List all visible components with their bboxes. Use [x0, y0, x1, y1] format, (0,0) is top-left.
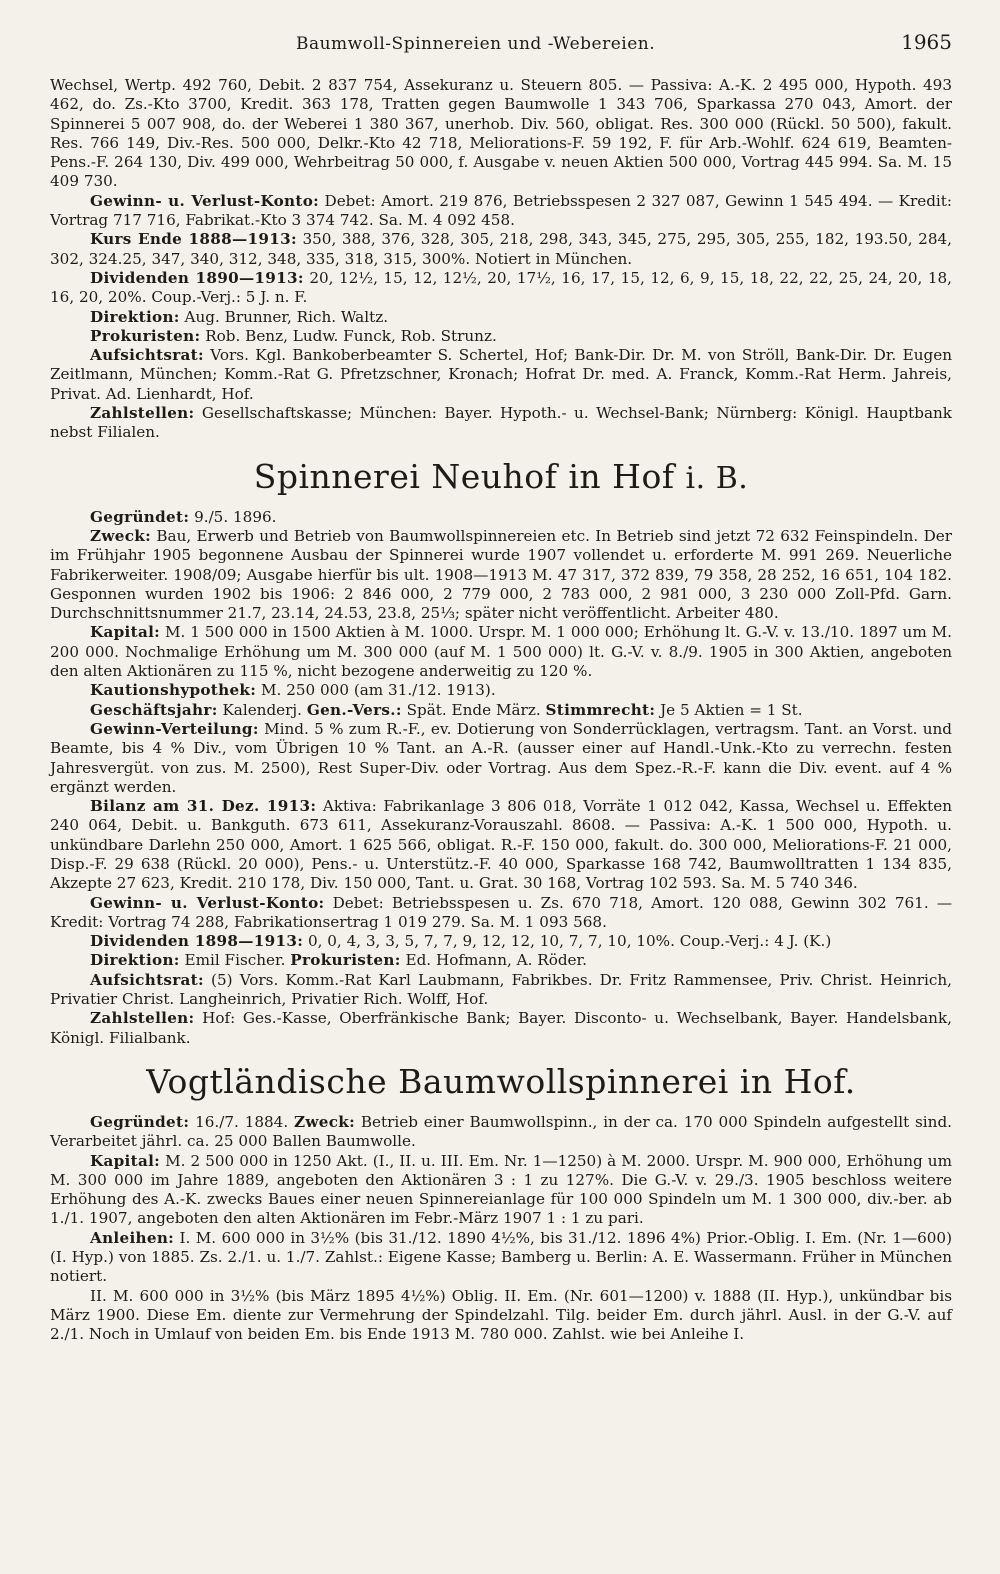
- company-title-main: Spinnerei Neuhof in Hof: [253, 456, 675, 496]
- profit-loss-heading: Gewinn- u. Verlust-Konto:: [90, 191, 320, 210]
- paying-agents-heading: Zahlstellen:: [90, 404, 195, 423]
- mortgage-heading: Kautionshypothek:: [90, 681, 257, 700]
- proxies-text: Rob. Benz, Ludw. Funck, Rob. Strunz.: [205, 326, 497, 345]
- bonds-paragraph: [50, 1229, 952, 1287]
- dividends-paragraph: [50, 932, 952, 951]
- company-title-neuhof: [50, 457, 952, 496]
- founded-paragraph: [50, 1113, 952, 1152]
- page-number: 1965: [901, 30, 952, 54]
- share-price-heading: Kurs Ende 1888—1913:: [90, 230, 297, 249]
- capital-heading: Kapital:: [90, 1151, 161, 1170]
- neuhof-entry: [50, 457, 952, 1048]
- directors-heading: Direktion:: [90, 307, 180, 326]
- capital-paragraph: [50, 1152, 952, 1229]
- founded-text: 9./5. 1896.: [194, 507, 277, 526]
- paying-agents-heading: Zahlstellen:: [90, 1009, 195, 1028]
- capital-text: M. 1 500 000 in 1500 Aktien à M. 1000. Urspr. M. 1 000 000; Erhöhung lt. G.-V. v. 13./10. 1897 um M. 200 000. Nochmalige Erhöhung um M. 300 000 (auf M. 1 500 000) lt. G.-V. v. 8./9. 1905 in 300 Aktien, angeboten den alten Aktionären zu 115 %, nicht bezogene anderweitig zu 120 %.: [50, 623, 953, 681]
- dividends-text: 20, 12½, 15, 12, 12½, 20, 17½, 16, 17, 15, 12, 6, 9, 15, 18, 22, 22, 25, 24, 20, 18, 16, 20, 20%. Coup.-Verj.: 5 J. n. F.: [50, 268, 952, 307]
- mortgage-paragraph: [50, 681, 952, 700]
- paying-agents-text: Gesellschaftskasse; München: Bayer. Hypoth.- u. Wechsel-Bank; Nürnberg: Königl. Hauptbank nebst Filialen.: [50, 404, 952, 442]
- paying-agents-paragraph: [50, 404, 952, 443]
- vogtland-entry: [50, 1062, 952, 1345]
- directors-text: Aug. Brunner, Rich. Waltz.: [184, 307, 389, 326]
- bonds-text: I. M. 600 000 in 3½% (bis 31./12. 1890 4½%, bis 31./12. 1896 4%) Prior.-Oblig. I. Em. (Nr. 1—600) (I. Hyp.) von 1885. Zs. 2./1. u. 1./7. Zahlst.: Eigene Kasse; Bamberg u. Berlin: A. E. Wassermann. Früher in München notiert.: [50, 1228, 953, 1286]
- founded-heading: Gegründet:: [90, 507, 190, 526]
- management-text: Emil Fischer.: [184, 951, 286, 970]
- fiscal-year-text: Kalenderj.: [222, 700, 302, 719]
- company-title-suffix: i. B.: [685, 460, 749, 496]
- profit-loss-paragraph: [50, 192, 952, 231]
- supervisory-board-text: (5) Vors. Komm.-Rat Karl Laubmann, Fabrikbes. Dr. Fritz Rammensee, Priv. Christ. Heinrich, Privatier Christ. Langheinrich, Privatier Rich. Wolff, Hof.: [50, 970, 952, 1009]
- supervisory-board-paragraph: [50, 346, 952, 404]
- supervisory-board-paragraph: [50, 971, 952, 1010]
- paying-agents-text: Hof: Ges.-Kasse, Oberfränkische Bank; Bayer. Disconto- u. Wechselbank, Bayer. Handelsbank, Königl. Filialbank.: [50, 1009, 952, 1047]
- purpose-text: Betrieb einer Baumwollspinn., in der ca. 170 000 Spindeln aufgestellt sind. Verarbeitet jährl. ca. 25 000 Ballen Baumwolle.: [50, 1112, 952, 1151]
- supervisory-board-heading: Aufsichtsrat:: [90, 970, 204, 989]
- supervisory-board-text: Vors. Kgl. Bankoberbeamter S. Schertel, Hof; Bank-Dir. Dr. M. von Ströll, Bank-Dir. Dr. Eugen Zeitlmann, München; Komm.-Rat G. Pfretzschner, Kronach; Hofrat Dr. med. A. Franck, Komm.-Rat Herm. Jahreis, Privat. Ad. Lienhardt, Hof.: [50, 346, 952, 403]
- bonds-second-paragraph: II. M. 600 000 in 3½% (bis März 1895 4½%) Oblig. II. Em. (Nr. 601—1200) v. 1888 (II. Hyp.), unkündbar bis März 1900. Diese Em. diente zur Vermehrung der Spindelzahl. Tilg. beider Em. durch jährl. Ausl. in der G.-V. auf 2./1. Noch in Umlauf von beiden Em. bis Ende 1913 M. 780 000. Zahlst. wie bei Anleihe I.: [50, 1286, 952, 1344]
- profit-loss-paragraph: [50, 894, 952, 933]
- supervisory-board-heading: Aufsichtsrat:: [90, 346, 204, 365]
- founded-heading: Gegründet:: [90, 1112, 190, 1131]
- purpose-paragraph: [50, 527, 952, 623]
- mortgage-text: M. 250 000 (am 31./12. 1913).: [260, 681, 496, 700]
- voting-right-heading: Stimmrecht:: [545, 700, 656, 719]
- balance-continuation: Wechsel, Wertp. 492 760, Debit. 2 837 754, Assekuranz u. Steuern 805. — Passiva: A.-K. 2 495 000, Hypoth. 493 462, do. Zs.-Kto 3700, Kredit. 363 178, Tratten gegen Baumwolle 1 343 706, Sparkassa 270 043, Amort. der Spinnerei 5 007 908, do. der Weberei 1 380 367, unerhob. Div. 560, obligat. Res. 300 000 (Rückl. 50 500), fakult. Res. 766 149, Div.-Res. 500 000, Delkr.-Kto 42 718, Meliorations-F. 59 192, F. für Arb.-Wohlf. 624 619, Beamten-Pens.-F. 264 130, Div. 499 000, Wehrbeitrag 50 000, f. Ausgabe v. neuen Aktien 500 000, Vortrag 445 994. Sa. M. 15 409 730.: [50, 76, 952, 191]
- management-paragraph: [50, 951, 952, 970]
- previous-entry: [50, 76, 952, 443]
- purpose-text: Bau, Erwerb und Betrieb von Baumwollspinnereien etc. In Betrieb sind jetzt 72 632 Feinspindeln. Der im Frühjahr 1905 begonnene Ausbau der Spinnerei wurde 1907 vollendet u. erforderte M. 991 269. Neuerliche Fabrikerweiter. 1908/09; Ausgabe hierfür bis ult. 1908—1913 M. 47 317, 372 839, 79 358, 28 252, 16 651, 104 182. Gesponnen wurden 1902 bis 1906: 2 846 000, 2 779 000, 2 783 000, 2 981 000, 3 230 000 Zoll-Pfd. Garn. Durchschnittsnummer 21.7, 23.14, 24.53, 23.8, 25⅓; später nicht veröffentlicht. Arbeiter 480.: [50, 526, 953, 623]
- voting-right-text: Je 5 Aktien = 1 St.: [660, 700, 803, 719]
- directors-paragraph: [50, 308, 952, 327]
- company-title-vogtland: Vogtländische Baumwollspinnerei in Hof.: [146, 1061, 856, 1101]
- dividends-text: 0, 0, 4, 3, 3, 5, 7, 7, 9, 12, 12, 10, 7, 7, 10, 10%. Coup.-Verj.: 4 J. (K.): [307, 932, 832, 951]
- proxies-heading: Prokuristen:: [290, 951, 401, 970]
- capital-text: M. 2 500 000 in 1250 Akt. (I., II. u. III. Em. Nr. 1—1250) à M. 2000. Urspr. M. 900 000, Erhöhung um M. 300 000 im Jahre 1889, angeboten den Aktionären 3 : 1 zu 127%. Die G.-V. v. 29./3. 1905 beschloss weitere Erhöhung des A.-K. zwecks Baues einer neuen Spinnereianlage für 100 000 Spindeln um M. 1 300 000, div.-ber. ab 1./1. 1907, angeboten den alten Aktionären im Febr.-März 1907 1 : 1 zu pari.: [50, 1151, 952, 1228]
- share-price-text: 350, 388, 376, 328, 305, 218, 298, 343, 345, 275, 295, 305, 255, 182, 193.50, 284, 302, 324.25, 347, 340, 312, 348, 335, 318, 315, 300%. Notiert in München.: [50, 230, 952, 268]
- profit-loss-text: Debet: Amort. 219 876, Betriebsspesen 2 327 087, Gewinn 1 545 494. — Kredit: Vortrag 717 716, Fabrikat.-Kto 3 374 742. Sa. M. 4 092 458.: [50, 191, 953, 230]
- balance-sheet-paragraph: [50, 797, 952, 893]
- proxies-heading: Prokuristen:: [90, 326, 201, 345]
- fiscal-year-heading: Geschäftsjahr:: [90, 700, 218, 719]
- balance-sheet-heading: Bilanz am 31. Dez. 1913:: [90, 797, 317, 816]
- dividends-paragraph: [50, 269, 952, 308]
- balance-sheet-text: Aktiva: Fabrikanlage 3 806 018, Vorräte 1 012 042, Kassa, Wechsel u. Effekten 240 064, Debit. u. Bankguth. 673 611, Assekuranz-Vorauszahl. 8608. — Passiva: A.-K. 1 500 000, Hypoth. u. unkündbare Darlehn 250 000, Amort. 1 625 566, obligat. R.-F. 150 000, fakult. do. 300 000, Meliorations-F. 21 000, Disp.-F. 29 638 (Rückl. 20 000), Pens.- u. Unterstütz.-F. 40 000, Sparkasse 168 742, Baumwolltratten 1 134 835, Akzepte 27 623, Kredit. 210 178, Div. 150 000, Tant. u. Grat. 30 168, Vortrag 102 593. Sa. M. 5 740 346.: [50, 797, 953, 893]
- running-title: Baumwoll-Spinnereien und -Webereien.: [295, 34, 656, 54]
- profit-distribution-paragraph: [50, 720, 952, 797]
- profit-distribution-text: Mind. 5 % zum R.-F., ev. Dotierung von Sonderrücklagen, vertragsm. Tant. an Vorst. und Beamte, bis 4 % Div., vom Übrigen 10 % Tant. an A.-R. (ausser einer auf Handl.-Unk.-Kto zu verrechn. festen Jahresvergüt. von zus. M. 2500), Rest Super-Div. oder Vortrag. Aus dem Spez.-R.-F. kann die Div. event. auf 4 % ergänzt werden.: [50, 719, 952, 796]
- general-meeting-text: Spät. Ende März.: [406, 700, 541, 719]
- capital-heading: Kapital:: [90, 623, 161, 642]
- profit-loss-heading: Gewinn- u. Verlust-Konto:: [90, 893, 325, 912]
- proxies-paragraph: [50, 327, 952, 346]
- fiscal-year-paragraph: [50, 701, 952, 720]
- purpose-heading: Zweck:: [90, 526, 152, 545]
- purpose-heading: Zweck:: [294, 1112, 356, 1131]
- founded-text: 16./7. 1884.: [195, 1112, 289, 1131]
- profit-loss-text: Debet: Betriebsspesen u. Zs. 670 718, Amort. 120 088, Gewinn 302 761. — Kredit: Vortrag 74 288, Fabrikationsertrag 1 019 279. Sa. M. 1 093 568.: [50, 893, 953, 931]
- dividends-heading: Dividenden 1898—1913:: [90, 932, 304, 951]
- founded-paragraph: [50, 508, 952, 527]
- general-meeting-heading: Gen.-Vers.:: [306, 700, 402, 719]
- management-heading: Direktion:: [90, 951, 180, 970]
- dividends-heading: Dividenden 1890—1913:: [90, 268, 304, 287]
- share-price-paragraph: [50, 230, 952, 269]
- paying-agents-paragraph: [50, 1009, 952, 1048]
- bonds-heading: Anleihen:: [90, 1228, 175, 1247]
- page-header: [50, 30, 952, 54]
- profit-distribution-heading: Gewinn-Verteilung:: [90, 719, 259, 738]
- capital-paragraph: [50, 623, 952, 681]
- proxies-text: Ed. Hofmann, A. Röder.: [405, 951, 587, 970]
